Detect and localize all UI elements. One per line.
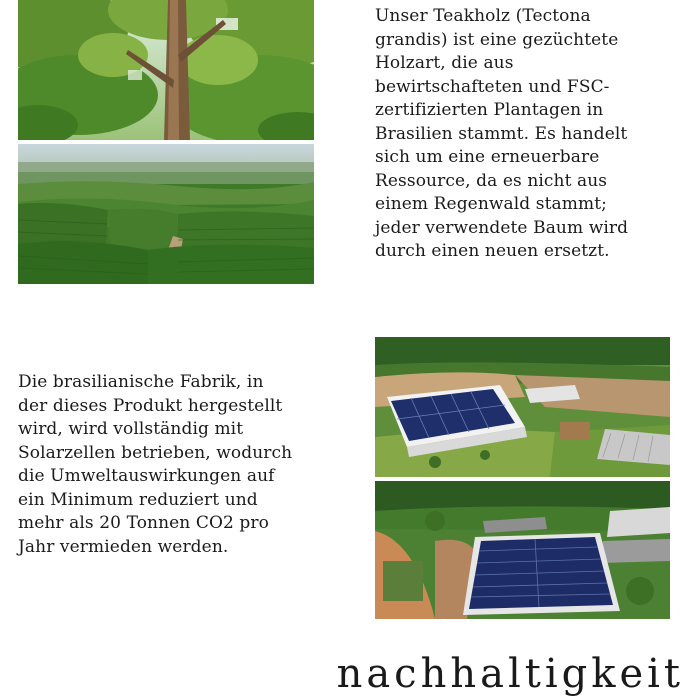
- text-line: einem Regenwald stammt;: [375, 194, 607, 214]
- text-line: wird, wird vollständig mit: [18, 419, 244, 439]
- teak-tree-photo: [18, 0, 314, 140]
- text-line: durch einen neuen ersetzt.: [375, 241, 610, 261]
- teak-origin-paragraph: [375, 5, 628, 264]
- text-line: Brasilien stammt. Es handelt: [375, 123, 628, 144]
- text-line: bewirtschafteten und FSC-: [375, 76, 610, 97]
- text-line: der dieses Produkt hergestellt: [18, 395, 283, 416]
- page-title: nachhaltigkeit: [336, 651, 684, 697]
- solar-factory-photo-1: [375, 337, 670, 477]
- solar-factory-photo-2: [375, 481, 670, 619]
- text-line: Ressource, da es nicht aus: [375, 170, 608, 191]
- text-line: Unser Teakholz (Tectona: [375, 6, 591, 26]
- text-line: zertifizierten Plantagen in: [375, 100, 604, 120]
- text-line: Die brasilianische Fabrik, in: [18, 372, 264, 392]
- solar-factory-paragraph: [18, 371, 292, 559]
- text-line: Solarzellen betrieben, wodurch: [18, 442, 293, 463]
- text-line: Jahr vermieden werden.: [18, 536, 229, 557]
- plantation-landscape-photo: [18, 144, 314, 284]
- text-line: Holzart, die aus: [375, 53, 514, 73]
- text-line: die Umweltauswirkungen auf: [18, 466, 275, 486]
- text-line: grandis) ist eine gezüchtete: [375, 29, 619, 50]
- text-line: mehr als 20 Tonnen CO2 pro: [18, 513, 269, 533]
- text-line: jeder verwendete Baum wird: [375, 217, 629, 238]
- text-line: ein Minimum reduziert und: [18, 489, 258, 510]
- text-line: sich um eine erneuerbare: [375, 147, 600, 167]
